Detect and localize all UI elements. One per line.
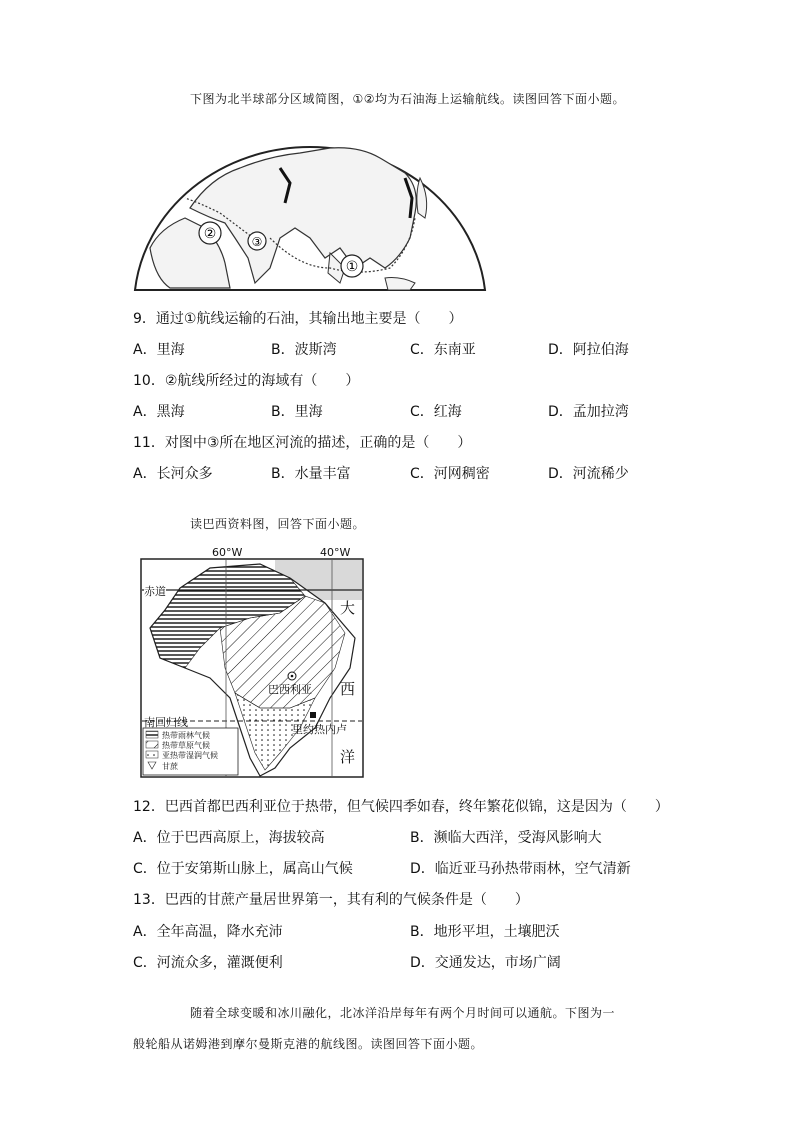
equator-label: 赤道 bbox=[144, 585, 166, 598]
option-c: C．东南亚 bbox=[410, 342, 476, 358]
option-a: A．里海 bbox=[133, 342, 185, 358]
option-d: D．孟加拉湾 bbox=[548, 404, 629, 420]
capital-label: 巴西利亚 bbox=[268, 683, 312, 696]
question-9: 9．通过①航线运输的石油，其输出地主要是（ ） bbox=[133, 311, 463, 327]
northern-hemisphere-map bbox=[130, 118, 490, 294]
longitude-40w: 40°W bbox=[320, 546, 351, 559]
option-d: D．临近亚马孙热带雨林，空气清新 bbox=[410, 861, 631, 877]
question-12: 12．巴西首都巴西利亚位于热带，但气候四季如春，终年繁花似锦，这是因为（ ） bbox=[133, 799, 669, 815]
tropic-label: 南回归线 bbox=[144, 716, 188, 729]
question-11: 11．对图中③所在地区河流的描述，正确的是（ ） bbox=[133, 435, 472, 451]
legend-item-savanna: 热带草原气候 bbox=[162, 741, 210, 750]
section3-intro-line2: 般轮船从诺姆港到摩尔曼斯克港的航线图。读图回答下面小题。 bbox=[133, 1037, 484, 1051]
question-10: 10．②航线所经过的海域有（ ） bbox=[133, 373, 360, 389]
section2-intro: 读巴西资料图，回答下面小题。 bbox=[190, 517, 366, 531]
option-c: C．河网稠密 bbox=[410, 466, 490, 482]
city-marker bbox=[310, 712, 316, 718]
ocean-label-2: 西 bbox=[340, 680, 356, 698]
japan-land bbox=[417, 178, 427, 218]
option-d: D．交通发达，市场广阔 bbox=[410, 955, 561, 971]
option-a: A．长河众多 bbox=[133, 466, 213, 482]
longitude-60w: 60°W bbox=[212, 546, 243, 559]
option-c: C．位于安第斯山脉上，属高山气候 bbox=[133, 861, 353, 877]
question-13: 13．巴西的甘蔗产量居世界第一，其有利的气候条件是（ ） bbox=[133, 892, 529, 908]
section1-intro: 下图为北半球部分区域简图，①②均为石油海上运输航线。读图回答下面小题。 bbox=[190, 92, 626, 106]
option-c: C．河流众多，灌溉便利 bbox=[133, 955, 283, 971]
option-a: A．位于巴西高原上，海拔较高 bbox=[133, 830, 325, 846]
option-b: B．地形平坦，土壤肥沃 bbox=[410, 924, 560, 940]
ocean-label-3: 洋 bbox=[340, 748, 356, 766]
ocean-label-1: 大 bbox=[340, 599, 356, 617]
city-label: 里约热内卢 bbox=[292, 723, 347, 736]
legend-item-subtropical: 亚热带湿润气候 bbox=[162, 751, 218, 760]
option-b: B．里海 bbox=[271, 404, 323, 420]
option-d: D．阿拉伯海 bbox=[548, 342, 629, 358]
legend-item-sugarcane: 甘蔗 bbox=[162, 762, 178, 771]
option-c: C．红海 bbox=[410, 404, 462, 420]
legend-item-rainforest: 热带雨林气候 bbox=[162, 731, 210, 740]
option-a: A．黑海 bbox=[133, 404, 185, 420]
option-b: B．波斯湾 bbox=[271, 342, 337, 358]
route-3-label: ③ bbox=[251, 235, 263, 249]
option-a: A．全年高温，降水充沛 bbox=[133, 924, 283, 940]
option-b: B．濒临大西洋，受海风影响大 bbox=[410, 830, 602, 846]
option-d: D．河流稀少 bbox=[548, 466, 629, 482]
route-2-label: ② bbox=[203, 226, 217, 242]
section3-intro-line1: 随着全球变暖和冰川融化，北冰洋沿岸每年有两个月时间可以通航。下图为一 bbox=[190, 1006, 616, 1020]
route-1-label: ① bbox=[345, 259, 359, 275]
option-b: B．水量丰富 bbox=[271, 466, 351, 482]
